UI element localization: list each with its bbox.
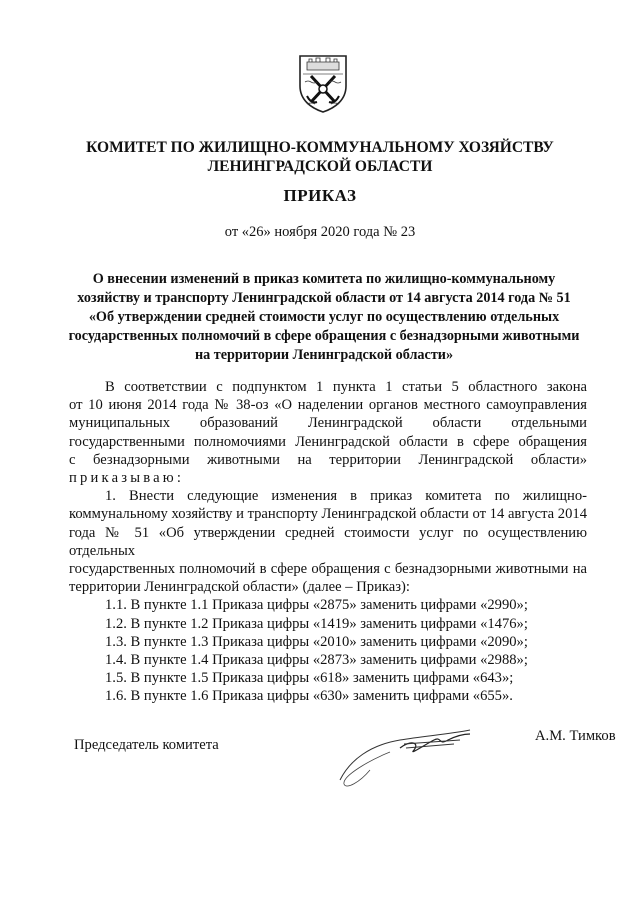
handwritten-signature-icon — [330, 700, 480, 800]
preamble-line: муниципальных образований Ленинградской области отдельными — [69, 415, 587, 432]
subject-line: О внесении изменений в приказ комитета по жилищно-коммунальному — [92, 271, 556, 287]
item-1-line: года № 51 «Об утверждении средней стоимости услуг по осуществлению отдельных — [69, 524, 587, 559]
item-1-line: 1. Внести следующие изменения в приказ комитета по жилищно- — [105, 488, 587, 505]
subitem: 1.5. В пункте 1.5 Приказа цифры «618» заменить цифрами «643»; — [105, 670, 514, 687]
subject-line: на территории Ленинградской области» — [194, 347, 454, 363]
subject-line: государственных полномочий в сфере обращения с безнадзорными животными — [68, 328, 580, 344]
preamble-line: государственными полномочиями Ленинградской области в сфере обращения — [69, 433, 587, 450]
signatory-position: Председатель комитета — [74, 737, 219, 753]
preamble-line: от 10 июня 2014 года № 38-оз «О наделении органов местного самоуправления — [69, 397, 587, 414]
item-1-line: государственных полномочий в сфере обращения с безнадзорными животными на — [69, 561, 587, 578]
org-line-1: КОМИТЕТ ПО ЖИЛИЩНО-КОММУНАЛЬНОМУ ХОЗЯЙСТВУ — [86, 139, 554, 156]
item-1-line: территории Ленинградской области» (далее – Приказ): — [69, 579, 410, 596]
document-subject — [62, 270, 586, 365]
document-date-number: от «26» ноября 2020 года № 23 — [224, 224, 416, 240]
subitem: 1.3. В пункте 1.3 Приказа цифры «2010» заменить цифрами «2090»; — [105, 633, 528, 650]
subject-line: хозяйству и транспорту Ленинградской области от 14 августа 2014 года № 51 — [77, 290, 571, 306]
preamble-line: с безнадзорными животными на территории Ленинградской области» — [69, 451, 587, 468]
subitem: 1.1. В пункте 1.1 Приказа цифры «2875» заменить цифрами «2990»; — [105, 597, 528, 614]
organization-name — [60, 138, 580, 176]
coat-of-arms-icon — [297, 52, 349, 114]
subject-line: «Об утверждении средней стоимости услуг по осуществлению отдельных — [88, 309, 560, 325]
subitem: 1.6. В пункте 1.6 Приказа цифры «630» заменить цифрами «655». — [105, 688, 513, 705]
document-body — [69, 378, 587, 706]
subitem: 1.4. В пункте 1.4 Приказа цифры «2873» заменить цифрами «2988»; — [105, 652, 528, 669]
preamble-line: В соответствии с подпунктом 1 пункта 1 статьи 5 областного закона — [105, 379, 587, 395]
subitem: 1.2. В пункте 1.2 Приказа цифры «1419» заменить цифрами «1476»; — [105, 615, 528, 632]
item-1-line: коммунальному хозяйству и транспорту Ленинградской области от 14 августа 2014 — [69, 506, 587, 523]
org-line-2: ЛЕНИНГРАДСКОЙ ОБЛАСТИ — [207, 158, 433, 175]
order-word: приказываю: — [69, 470, 185, 487]
signatory-name: А.М. Тимков — [535, 728, 616, 744]
document-type: ПРИКАЗ — [283, 186, 357, 205]
